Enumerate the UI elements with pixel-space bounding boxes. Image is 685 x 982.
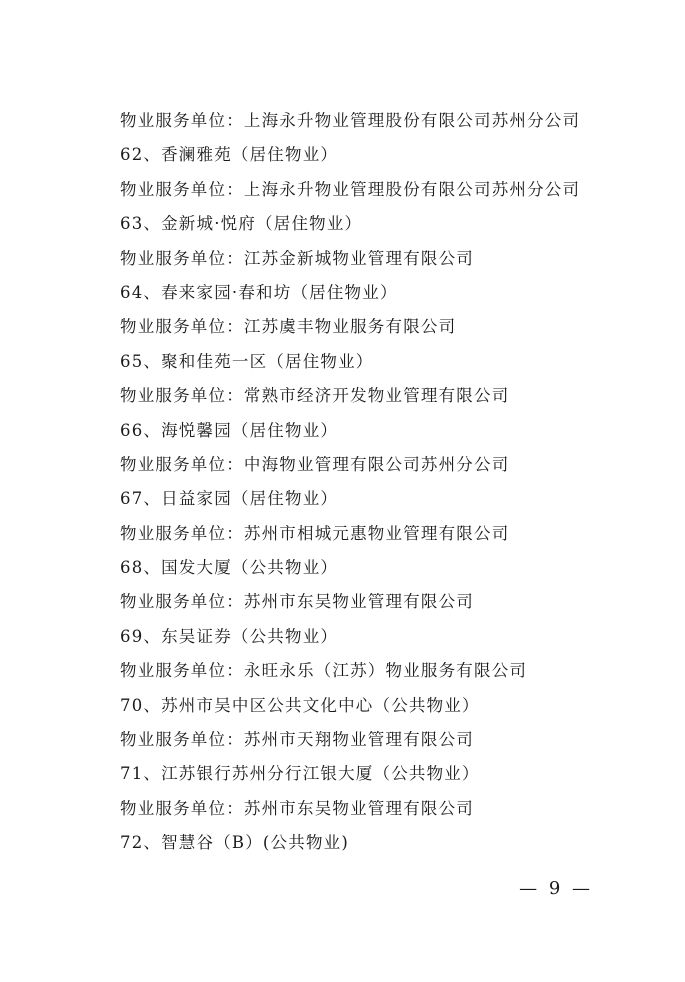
list-line: 62、香澜雅苑（居住物业） [120, 145, 339, 165]
page-number: — 9 — [519, 878, 593, 899]
list-line: 63、金新城·悦府（居住物业） [120, 214, 363, 234]
list-line: 物业服务单位：上海永升物业管理股份有限公司苏州分公司 [120, 111, 581, 130]
list-line: 67、日益家园（居住物业） [120, 489, 339, 509]
list-line: 物业服务单位：中海物业管理有限公司苏州分公司 [120, 454, 510, 474]
list-line: 68、国发大厦（公共物业） [120, 558, 339, 578]
list-line: 69、东吴证券（公共物业） [120, 626, 339, 646]
list-line: 71、江苏银行苏州分行江银大厦（公共物业） [120, 764, 480, 784]
list-line: 物业服务单位：永旺永乐（江苏）物业服务有限公司 [120, 661, 528, 681]
list-line: 66、海悦馨园（居住物业） [120, 420, 339, 440]
list-line: 物业服务单位：苏州市东吴物业管理有限公司 [120, 798, 474, 818]
list-line: 物业服务单位：常熟市经济开发物业管理有限公司 [120, 386, 510, 406]
list-line: 物业服务单位：苏州市天翔物业管理有限公司 [120, 730, 474, 750]
property-list [120, 104, 640, 861]
list-line: 物业服务单位：苏州市相城元惠物业管理有限公司 [120, 523, 510, 543]
list-line: 物业服务单位：苏州市东吴物业管理有限公司 [120, 592, 474, 612]
list-line: 70、苏州市吴中区公共文化中心（公共物业） [120, 695, 480, 715]
list-line: 物业服务单位：上海永升物业管理股份有限公司苏州分公司 [120, 179, 581, 199]
list-line: 65、聚和佳苑一区（居住物业） [120, 351, 374, 371]
list-line: 64、春来家园·春和坊（居住物业） [120, 282, 398, 302]
list-line: 物业服务单位：江苏金新城物业管理有限公司 [120, 248, 474, 268]
list-line: 物业服务单位：江苏虞丰物业服务有限公司 [120, 317, 457, 337]
list-line: 72、智慧谷（B）(公共物业) [120, 833, 349, 853]
